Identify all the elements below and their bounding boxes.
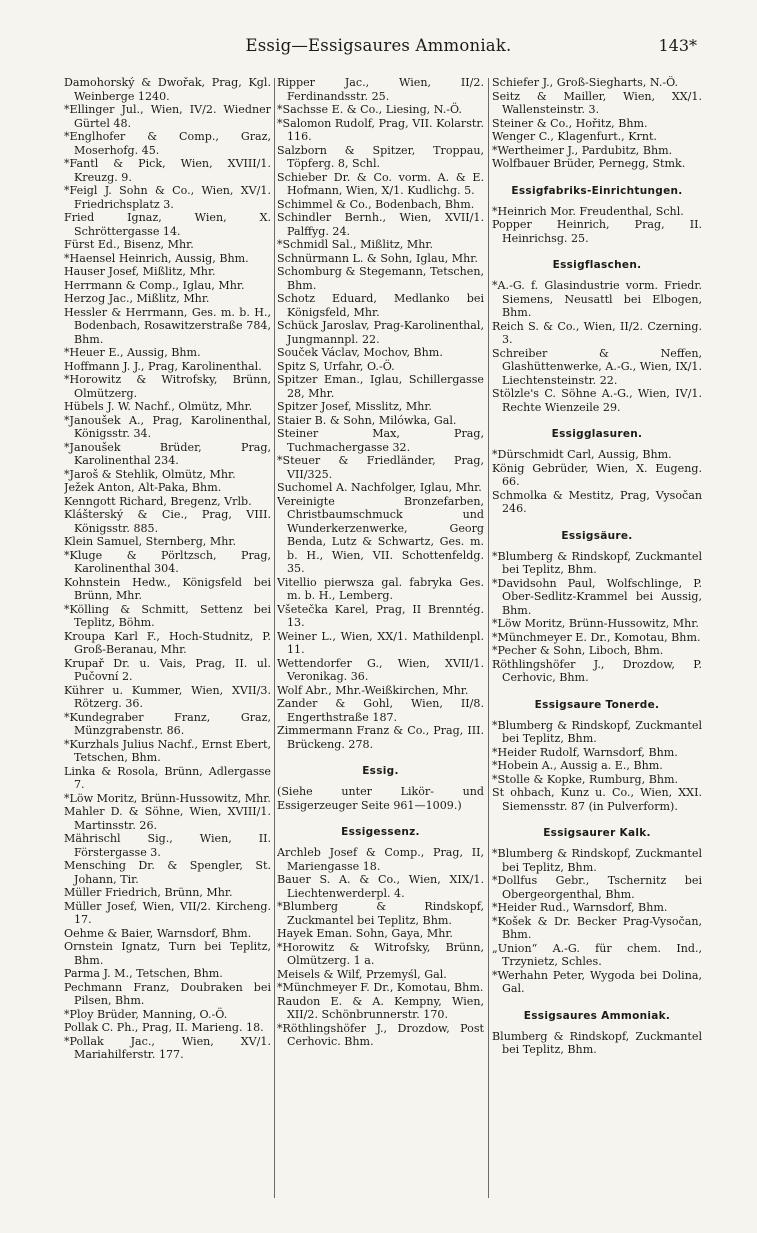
- directory-entry: Herrmann & Comp., Iglau, Mhr.: [64, 278, 245, 292]
- directory-entry: Klášterský & Cie., Prag, VIII. Königsstr. 885.: [64, 508, 271, 535]
- directory-entry: *Steuer & Friedländer, Prag, VII/325.: [277, 454, 484, 481]
- directory-entry: *Ellinger Jul., Wien, IV/2. Wiedner Gürtel 48.: [64, 103, 271, 130]
- cross-reference-note: (Siehe unter Likör- und Essigerzeuger Seite 961—1009.): [277, 785, 484, 812]
- directory-entry: „Union“ A.-G. für chem. Ind., Trzynietz, Schles.: [492, 941, 702, 968]
- directory-entry: Kroupa Karl F., Hoch-Studnitz, P. Groß-Beranau, Mhr.: [64, 629, 271, 656]
- directory-entry: *Kölling & Schmitt, Settenz bei Teplitz, Böhm.: [64, 602, 271, 629]
- directory-entry: *Blumberg & Rindskopf, Zuckmantel bei Teplitz, Bhm.: [277, 900, 484, 927]
- directory-entry: Schnürmann L. & Sohn, Iglau, Mhr.: [277, 251, 478, 265]
- directory-entry: *Kurzhals Julius Nachf., Ernst Ebert, Tetschen, Bhm.: [64, 737, 271, 764]
- directory-entry: Müller Josef, Wien, VII/2. Kircheng. 17.: [64, 899, 271, 926]
- directory-entry: Ornstein Ignatz, Turn bei Teplitz, Bhm.: [64, 940, 271, 967]
- section-heading: Essigglasuren.: [551, 428, 643, 440]
- directory-entry: *Hobein A., Aussig a. E., Bhm.: [492, 759, 663, 772]
- directory-entry: Mährischl Sig., Wien, II. Förstergasse 3.: [64, 832, 271, 859]
- column-3: [492, 76, 702, 1216]
- directory-entry: *Janoušek Brüder, Prag, Karolinenthal 234.: [64, 440, 271, 467]
- directory-entry: Hessler & Herrmann, Ges. m. b. H., Bodenbach, Rosawitzerstraße 784, Bhm.: [64, 305, 271, 346]
- directory-entry: Schimmel & Co., Bodenbach, Bhm.: [277, 197, 475, 211]
- column-1: [64, 76, 271, 1216]
- directory-entry: *Pollak Jac., Wien, XV/1. Mariahilferstr. 177.: [64, 1034, 271, 1061]
- directory-entry: Wolf Abr., Mhr.-Weißkirchen, Mhr.: [277, 683, 469, 697]
- directory-entry: Stölzle's C. Söhne A.-G., Wien, IV/1. Rechte Wienzeile 29.: [492, 387, 702, 414]
- directory-entry: Popper Heinrich, Prag, II. Heinrichsg. 25.: [492, 218, 702, 245]
- directory-entry: Wettendorfer G., Wien, XVII/1. Veronikag. 36.: [277, 656, 484, 683]
- directory-entry: *Fantl & Pick, Wien, XVIII/1. Kreuzg. 9.: [64, 157, 271, 184]
- directory-entry: Spitzer Josef, Misslitz, Mhr.: [277, 400, 432, 413]
- directory-entry: *Blumberg & Rindskopf, Zuckmantel bei Teplitz, Bhm.: [492, 549, 702, 576]
- directory-entry: Schreiber & Neffen, Glashüttenwerke, A.-G., Wien, IX/1. Liechtensteinstr. 22.: [492, 346, 702, 387]
- directory-entry: Ježek Anton, Alt-Paka, Bhm.: [64, 481, 222, 494]
- directory-entry: Steiner & Co., Hořitz, Bhm.: [492, 116, 648, 130]
- directory-entry: Hoffmann J. J., Prag, Karolinenthal.: [64, 359, 262, 373]
- section-heading: Essigsaurer Kalk.: [543, 827, 651, 839]
- directory-entry: *Röthlingshöfer J., Drozdow, Post Cerhovic. Bhm.: [277, 1021, 484, 1048]
- directory-entry: Schindler Bernh., Wien, XVII/1. Palffyg. 24.: [277, 211, 484, 238]
- directory-entry: *Sachsse E. & Co., Liesing, N.-Ö.: [277, 103, 462, 116]
- directory-entry: Mahler D. & Söhne, Wien, XVIII/1. Martinsstr. 26.: [64, 805, 271, 832]
- directory-entry: *Ploy Brüder, Manning, O.-Ö.: [64, 1007, 228, 1021]
- directory-entry: Schotz Eduard, Medlanko bei Königsfeld, Mhr.: [277, 292, 484, 319]
- directory-entry: *Heider Rudolf, Warnsdorf, Bhm.: [492, 745, 678, 759]
- directory-entry: Všetečka Karel, Prag, II Brenntég. 13.: [277, 602, 484, 629]
- directory-entry: Steiner Max, Prag, Tuchmachergasse 32.: [277, 427, 484, 454]
- section-heading: Essigfabriks-Einrichtungen.: [511, 184, 683, 197]
- directory-entry: Souček Václav, Mochov, Bhm.: [277, 346, 443, 359]
- directory-entry: Zander & Gohl, Wien, II/8. Engerthstraße 187.: [277, 697, 484, 724]
- column-divider: [274, 78, 275, 1198]
- directory-entry: *Wertheimer J., Pardubitz, Bhm.: [492, 143, 673, 157]
- directory-entry: Müller Friedrich, Brünn, Mhr.: [64, 886, 233, 899]
- directory-entry: St ohbach, Kunz u. Co., Wien, XXI. Siemensstr. 87 (in Pulverform).: [492, 786, 702, 813]
- directory-entry: Hübels J. W. Nachf., Olmütz, Mhr.: [64, 400, 253, 413]
- directory-entry: Raudon E. & A. Kempny, Wien, XII/2. Schönbrunnerstr. 170.: [277, 994, 484, 1021]
- directory-entry: Zimmermann Franz & Co., Prag, III. Brückeng. 278.: [277, 724, 484, 751]
- directory-entry: *Janoušek A., Prag, Karolinenthal, Königsstr. 34.: [64, 413, 271, 440]
- directory-entry: Hauser Josef, Mißlitz, Mhr.: [64, 265, 216, 278]
- directory-entry: Vereinigte Bronzefarben, Christbaumschmuck und Wunderkerzenwerke, Georg Benda, Lutz & Schwartz, Ges. m. b. H., Wien, VII. Schottenfeldg. 35.: [277, 494, 484, 575]
- directory-entry: Schück Jaroslav, Prag-Karolinenthal, Jungmannpl. 22.: [277, 319, 484, 346]
- directory-entry: *Blumberg & Rindskopf, Zuckmantel bei Teplitz, Bhm.: [492, 847, 702, 874]
- directory-entry: Schomburg & Stegemann, Tetschen, Bhm.: [277, 265, 484, 292]
- directory-entry: Wolfbauer Brüder, Pernegg, Stmk.: [492, 157, 686, 170]
- page-number: 143*: [658, 36, 697, 55]
- directory-entry: Oehme & Baier, Warnsdorf, Bhm.: [64, 926, 252, 940]
- directory-entry: *Löw Moritz, Brünn-Hussowitz, Mhr.: [64, 791, 271, 805]
- directory-entry: *Löw Moritz, Brünn-Hussowitz, Mhr.: [492, 617, 699, 630]
- directory-entry: Klein Samuel, Sternberg, Mhr.: [64, 535, 236, 548]
- column-divider: [488, 78, 489, 1198]
- directory-entry: *Werhahn Peter, Wygoda bei Dolina, Gal.: [492, 968, 702, 995]
- directory-entry: Hayek Eman. Sohn, Gaya, Mhr.: [277, 927, 453, 940]
- directory-entry: Salzborn & Spitzer, Troppau, Töpferg. 8, Schl.: [277, 143, 484, 170]
- directory-entry: *Heuer E., Aussig, Bhm.: [64, 346, 201, 359]
- directory-entry: *Dürschmidt Carl, Aussig, Bhm.: [492, 448, 672, 461]
- section-heading: Essigsäure.: [561, 529, 633, 542]
- directory-entry: Pollak C. Ph., Prag, II. Marieng. 18.: [64, 1021, 264, 1034]
- directory-entry: Kührer u. Kummer, Wien, XVII/3. Rötzerg. 36.: [64, 683, 271, 710]
- directory-entry: *Košek & Dr. Becker Prag-Vysočan, Bhm.: [492, 914, 702, 941]
- directory-entry: Spitz S, Urfahr, O.-Ö.: [277, 359, 395, 373]
- directory-entry: *Schmidl Sal., Mißlitz, Mhr.: [277, 238, 433, 251]
- directory-entry: Vitellio pierwsza gal. fabryka Ges. m. b. H., Lemberg.: [277, 575, 484, 602]
- directory-entry: *Heinrich Mor. Freudenthal, Schl.: [492, 204, 684, 218]
- directory-entry: *Dollfus Gebr., Tschernitz bei Obergeorgenthal, Bhm.: [492, 874, 702, 901]
- section-heading: Essig.: [362, 765, 399, 777]
- section-heading: Essigsaure Tonerde.: [534, 698, 660, 711]
- directory-entry: Staier B. & Sohn, Milówka, Gal.: [277, 413, 457, 427]
- directory-entry: König Gebrüder, Wien, X. Eugeng. 66.: [492, 461, 702, 488]
- directory-entry: *Kluge & Pörltzsch, Prag, Karolinenthal 304.: [64, 548, 271, 575]
- directory-entry: Mensching Dr. & Spengler, St. Johann, Tir.: [64, 859, 271, 886]
- directory-entry: *Horowitz & Witrofsky, Brünn, Olmützerg. 1 a.: [277, 940, 484, 967]
- directory-entry: Krupař Dr. u. Vais, Prag, II. ul. Pučovní 2.: [64, 656, 271, 683]
- directory-entry: Linka & Rosola, Brünn, Adlergasse 7.: [64, 764, 271, 791]
- directory-entry: Reich S. & Co., Wien, II/2. Czerning. 3.: [492, 319, 702, 346]
- directory-entry: *Münchmeyer E. Dr., Komotau, Bhm.: [492, 630, 701, 644]
- directory-entry: Schmolka & Mestitz, Prag, Vysočan 246.: [492, 488, 702, 515]
- directory-entry: Wenger C., Klagenfurt., Krnt.: [492, 130, 657, 143]
- page-title: Essig—Essigsaures Ammoniak.: [245, 36, 512, 55]
- directory-entry: Pechmann Franz, Doubraken bei Pilsen, Bhm.: [64, 980, 271, 1007]
- directory-entry: Damohorský & Dwořak, Prag, Kgl. Weinberge 1240.: [64, 76, 271, 103]
- directory-entry: *Feigl J. Sohn & Co., Wien, XV/1. Friedrichsplatz 3.: [64, 184, 271, 211]
- directory-entry: *Haensel Heinrich, Aussig, Bhm.: [64, 251, 249, 265]
- directory-entry: *Stolle & Kopke, Rumburg, Bhm.: [492, 772, 679, 786]
- directory-entry: Blumberg & Rindskopf, Zuckmantel bei Teplitz, Bhm.: [492, 1029, 702, 1056]
- directory-entry: *Kundegraber Franz, Graz, Münzgrabenstr. 86.: [64, 710, 271, 737]
- directory-entry: *Jaroš & Stehlik, Olmütz, Mhr.: [64, 467, 236, 481]
- directory-entry: Kenngott Richard, Bregenz, Vrlb.: [64, 494, 252, 508]
- section-heading: Essigsaures Ammoniak.: [523, 1009, 671, 1022]
- directory-entry: *A.-G. f. Glasindustrie vorm. Friedr. Siemens, Neusattl bei Elbogen, Bhm.: [492, 279, 702, 319]
- directory-entry: Ripper Jac., Wien, II/2. Ferdinandsstr. 25.: [277, 76, 484, 103]
- directory-entry: *Horowitz & Witrofsky, Brünn, Olmützerg.: [64, 373, 271, 400]
- directory-entry: *Davidsohn Paul, Wolfschlinge, P. Ober-Sedlitz-Krammel bei Aussig, Bhm.: [492, 576, 702, 617]
- directory-entry: Fried Ignaz, Wien, X. Schröttergasse 14.: [64, 211, 271, 238]
- directory-entry: Schiefer J., Groß-Siegharts, N.-Ö.: [492, 76, 679, 89]
- directory-columns: [64, 76, 702, 1216]
- directory-entry: Herzog Jac., Mißlitz, Mhr.: [64, 292, 210, 305]
- directory-entry: Parma J. M., Tetschen, Bhm.: [64, 967, 223, 980]
- page-header: [0, 36, 757, 60]
- directory-entry: *Heider Rud., Warnsdorf, Bhm.: [492, 901, 668, 914]
- directory-entry: *Blumberg & Rindskopf, Zuckmantel bei Teplitz, Bhm.: [492, 718, 702, 745]
- directory-entry: *Pecher & Sohn, Liboch, Bhm.: [492, 644, 664, 657]
- directory-entry: *Münchmeyer F. Dr., Komotau, Bhm.: [277, 981, 484, 994]
- directory-entry: Röthlingshöfer J., Drozdow, P. Cerhovic, Bhm.: [492, 657, 702, 684]
- directory-entry: Kohnstein Hedw., Königsfeld bei Brünn, Mhr.: [64, 575, 271, 602]
- directory-entry: Seitz & Mailler, Wien, XX/1. Wallensteinstr. 3.: [492, 89, 702, 116]
- directory-entry: Bauer S. A. & Co., Wien, XIX/1. Liechtenwerderpl. 4.: [277, 873, 484, 900]
- directory-entry: Spitzer Eman., Iglau, Schillergasse 28, Mhr.: [277, 373, 484, 400]
- section-heading: Essigflaschen.: [552, 259, 642, 271]
- section-heading: Essigessenz.: [341, 826, 420, 838]
- directory-entry: Archleb Josef & Comp., Prag, II, Mariengasse 18.: [277, 846, 484, 873]
- directory-entry: Schieber Dr. & Co. vorm. A. & E. Hofmann, Wien, X/1. Kudlichg. 5.: [277, 170, 484, 197]
- directory-entry: Meisels & Wilf, Przemyśl, Gal.: [277, 967, 447, 981]
- directory-entry: *Englhofer & Comp., Graz, Moserhofg. 45.: [64, 130, 271, 157]
- column-2: [277, 76, 484, 1216]
- directory-entry: Weiner L., Wien, XX/1. Mathildenpl. 11.: [277, 629, 484, 656]
- directory-entry: Fürst Ed., Bisenz, Mhr.: [64, 238, 194, 251]
- directory-entry: Suchomel A. Nachfolger, Iglau, Mhr.: [277, 481, 482, 494]
- directory-entry: *Salomon Rudolf, Prag, VII. Kolarstr. 116.: [277, 116, 484, 143]
